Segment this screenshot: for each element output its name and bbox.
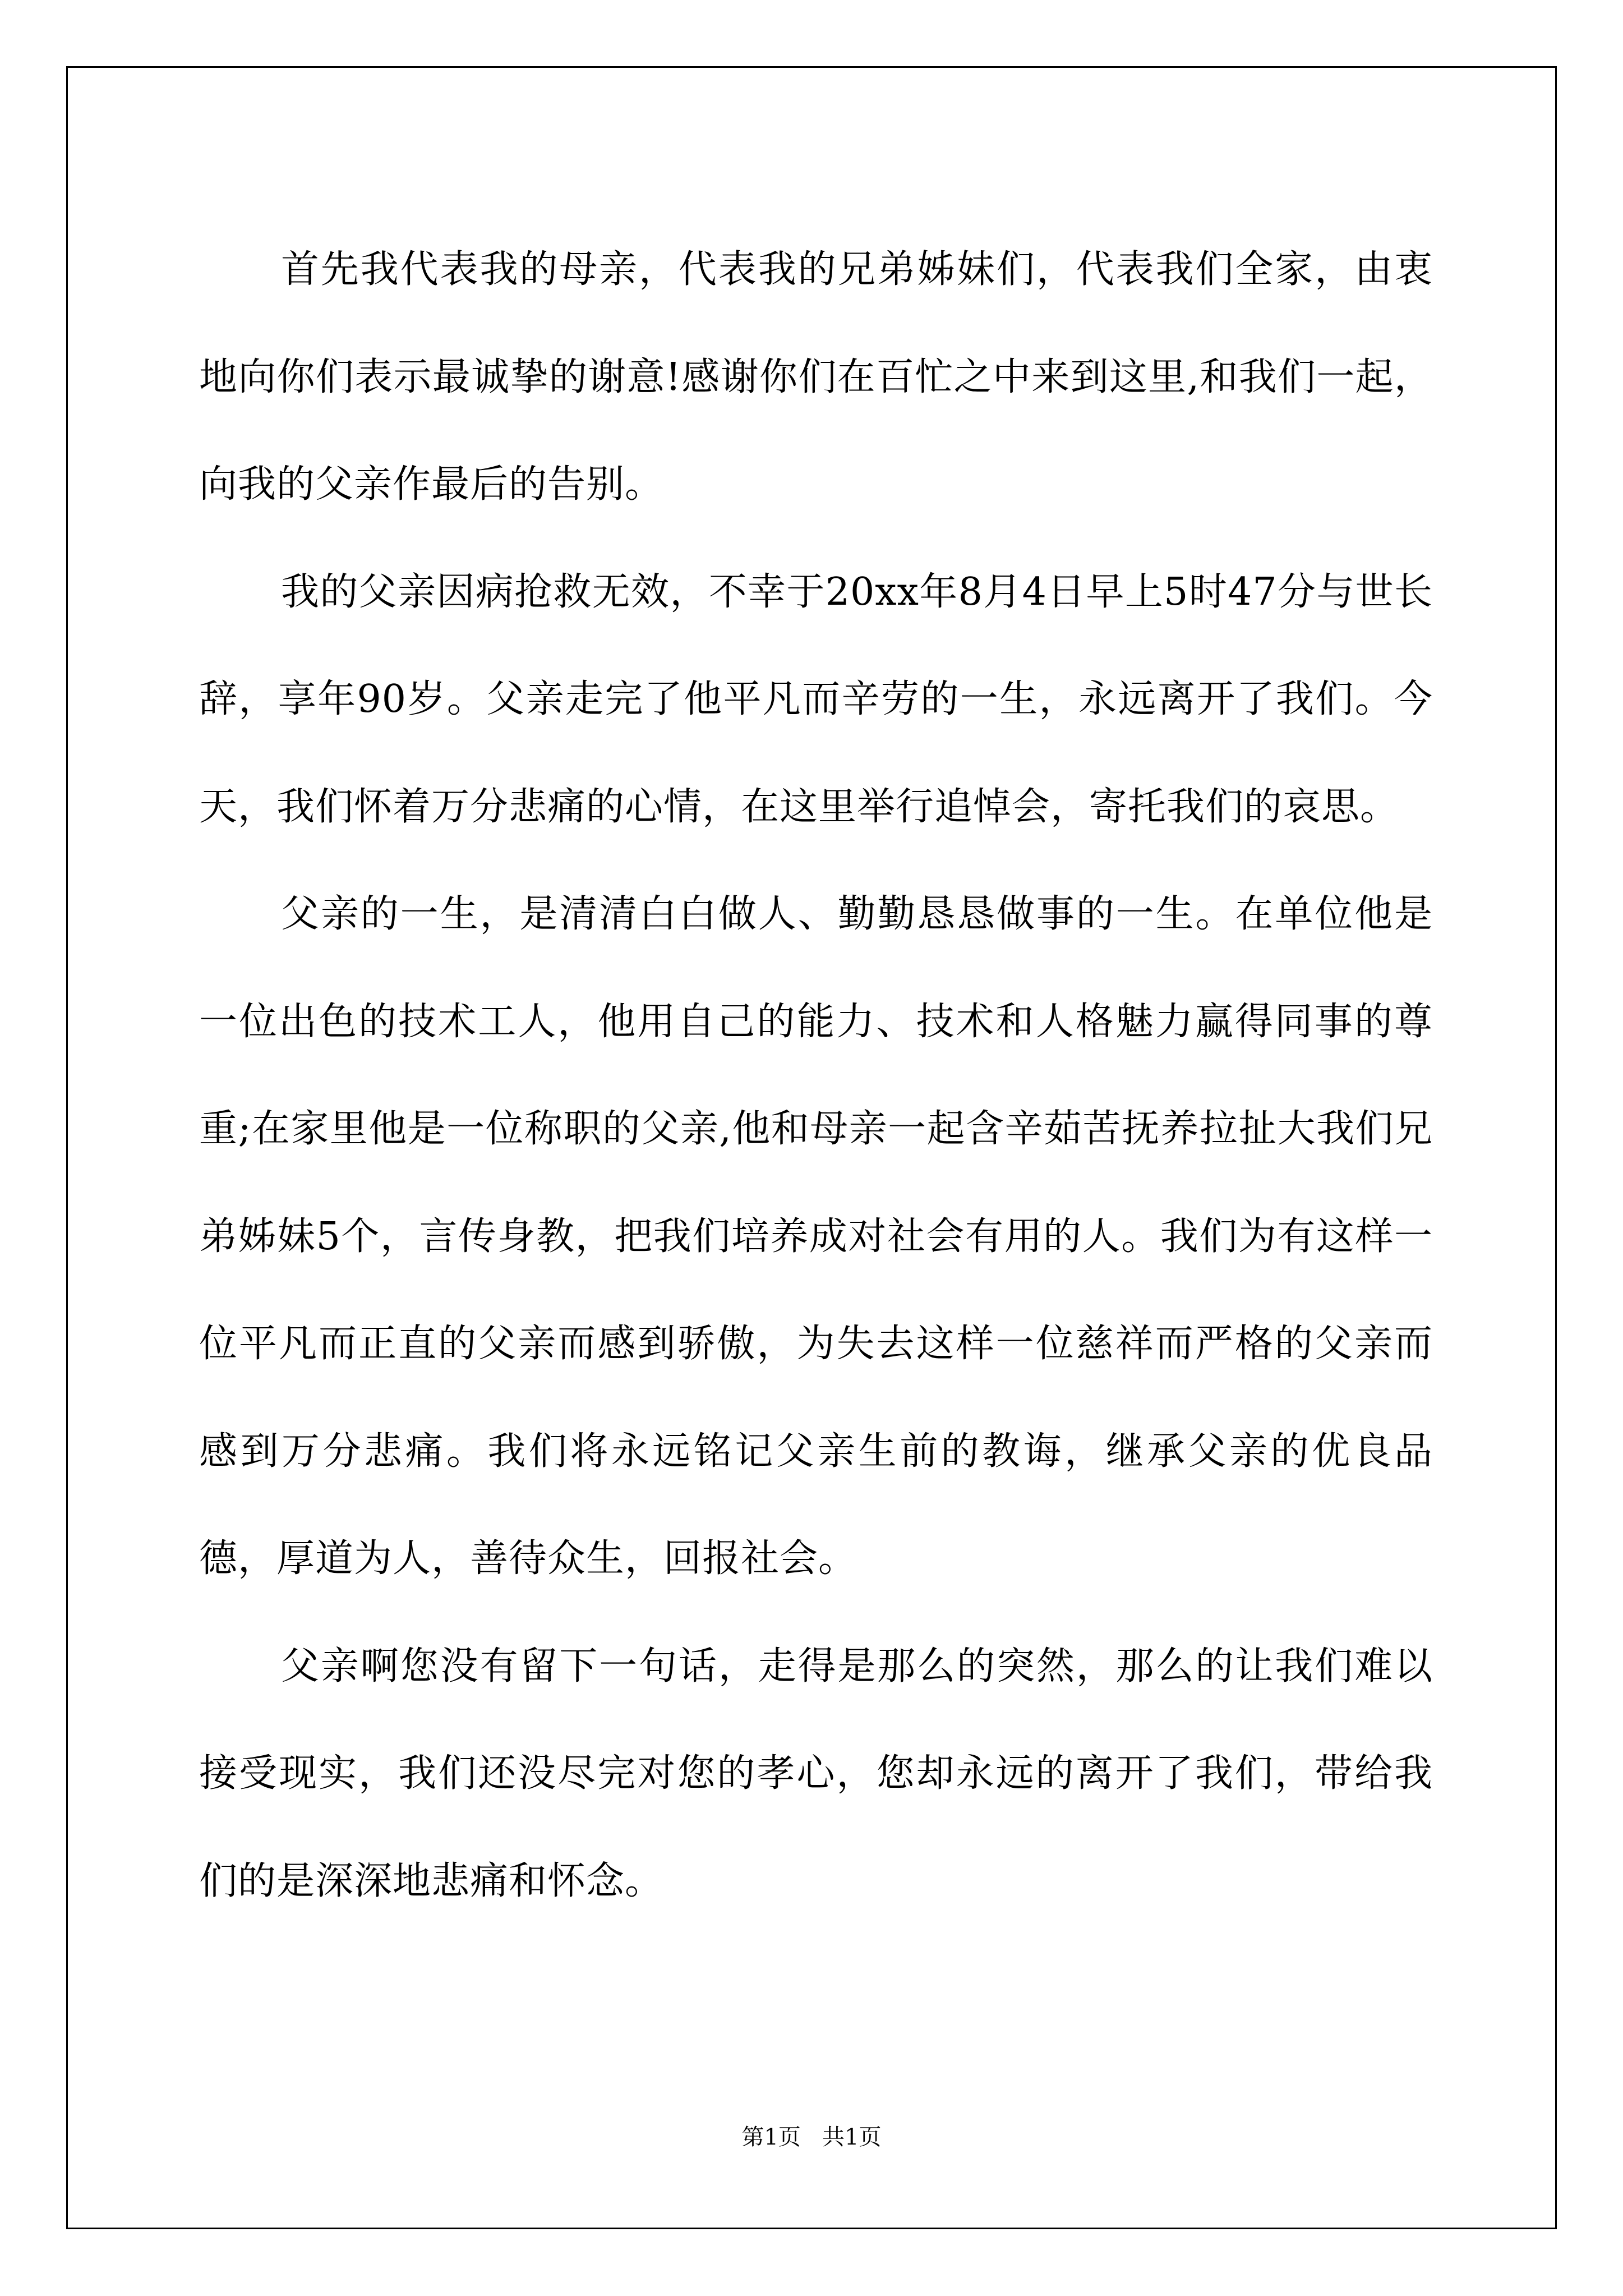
- paragraph-2: 我的父亲因病抢救无效，不幸于20xx年8月4日早上5时47分与世长辞，享年90岁。父亲走完了他平凡而辛劳的一生，永远离开了我们。今天，我们怀着万分悲痛的心情，在这里举行追悼会，寄托我们的哀思。: [199, 569, 1433, 829]
- page-footer: 第1页 共1页: [741, 2124, 882, 2150]
- paragraph-1: 首先我代表我的母亲，代表我的兄弟姊妹们，代表我们全家，由衷地向你们表示最诚挚的谢意!感谢你们在百忙之中来到这里,和我们一起，向我的父亲作最后的告别。: [199, 247, 1433, 507]
- paragraph-3: 父亲的一生，是清清白白做人、勤勤恳恳做事的一生。在单位他是一位出色的技术工人，他用自己的能力、技术和人格魅力赢得同事的尊重;在家里他是一位称职的父亲,他和母亲一起含辛茹苦抚养拉扯大我们兄弟姊妹5个，言传身教，把我们培养成对社会有用的人。我们为有这样一位平凡而正直的父亲而感到骄傲，为失去这样一位慈祥而严格的父亲而感到万分悲痛。我们将永远铭记父亲生前的教诲，继承父亲的优良品德，厚道为人，善待众生，回报社会。: [199, 892, 1433, 1581]
- document-body: [199, 216, 1433, 1935]
- paragraph-4: 父亲啊您没有留下一句话，走得是那么的突然，那么的让我们难以接受现实，我们还没尽完对您的孝心，您却永远的离开了我们，带给我们的是深深地悲痛和怀念。: [199, 1644, 1433, 1903]
